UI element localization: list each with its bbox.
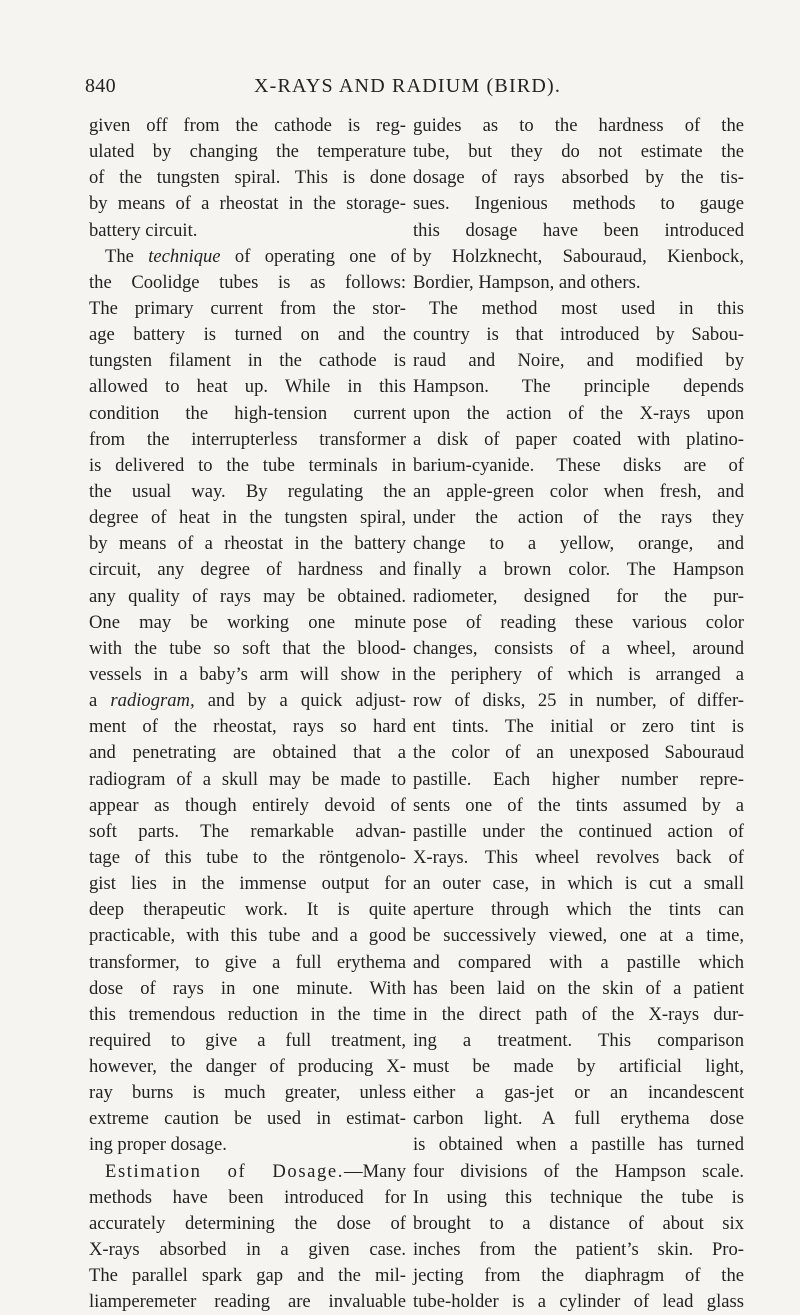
line-text: of the tungsten spiral. This is done <box>89 167 406 189</box>
line-text: is obtained when a pastille has turned <box>413 1134 744 1156</box>
text-line <box>89 610 406 636</box>
text-line <box>413 923 744 949</box>
line-text: change to a yellow, orange, and <box>413 533 744 555</box>
text-line <box>89 1080 406 1106</box>
line-text: an outer case, in which is cut a small <box>413 873 744 895</box>
line-text: deep therapeutic work. It is quite <box>89 899 406 921</box>
text-line <box>413 557 744 583</box>
line-text: a disk of paper coated with platino- <box>413 428 744 450</box>
text-line <box>413 793 744 819</box>
line-text: raud and Noire, and modified by <box>413 350 744 372</box>
text-line <box>89 923 406 949</box>
text-line <box>89 374 406 400</box>
text-line <box>413 897 744 923</box>
text-line <box>413 1289 744 1315</box>
line-text: Bordier, Hampson, and others. <box>413 271 641 293</box>
line-text: age battery is turned on and the <box>89 324 406 346</box>
line-text: radiometer, designed for the pur- <box>413 585 744 607</box>
line-text: by means of a rheostat in the storage- <box>89 193 406 215</box>
line-text: X-rays absorbed in a given case. <box>89 1239 406 1261</box>
text-line <box>413 1080 744 1106</box>
text-line <box>89 427 406 453</box>
line-text: from the interrupterless transformer <box>89 428 406 450</box>
text-line <box>413 819 744 845</box>
text-line <box>89 348 406 374</box>
line-text: ment of the rheostat, rays so hard <box>89 716 406 738</box>
text-line <box>413 296 744 322</box>
line-text: and by a quick adjust- <box>194 690 407 712</box>
italic-term: technique <box>148 245 221 267</box>
text-line <box>89 819 406 845</box>
line-text: The method most used in this <box>429 297 744 319</box>
line-text: tungsten filament in the cathode is <box>89 350 406 372</box>
line-text: degree of heat in the tungsten spiral, <box>89 507 406 529</box>
text-line <box>413 453 744 479</box>
line-text: X-rays. This wheel revolves back of <box>413 846 744 868</box>
line-text: upon the action of the X-rays upon <box>413 402 744 424</box>
text-line <box>89 401 406 427</box>
line-text: aperture through which the tints can <box>413 899 744 921</box>
line-text: One may be working one minute <box>89 611 406 633</box>
text-line <box>413 688 744 714</box>
page-number: 840 <box>85 75 116 97</box>
line-text: tage of this tube to the röntgenolo- <box>89 846 406 868</box>
text-line <box>413 662 744 688</box>
line-text: circuit, any degree of hardness and <box>89 559 406 581</box>
text-line <box>413 1028 744 1054</box>
line-text: allowed to heat up. While in this <box>89 376 406 398</box>
line-text: this tremendous reduction in the time <box>89 1003 406 1025</box>
line-text: sues. Ingenious methods to gauge <box>413 193 744 215</box>
line-text: with the tube so soft that the blood- <box>89 637 406 659</box>
line-text: soft parts. The remarkable advan- <box>89 820 406 842</box>
text-line <box>413 1263 744 1289</box>
text-line <box>413 845 744 871</box>
italic-term: radiogram, <box>110 690 195 712</box>
line-text: finally a brown color. The Hampson <box>413 559 744 581</box>
line-text: under the action of the rays they <box>413 507 744 529</box>
line-text: dosage of rays absorbed by the tis- <box>413 167 744 189</box>
left-column <box>89 113 406 1315</box>
text-line <box>413 270 744 296</box>
text-line <box>89 505 406 531</box>
text-line <box>413 767 744 793</box>
line-text: has been laid on the skin of a patient <box>413 977 744 999</box>
text-line <box>413 740 744 766</box>
text-line <box>89 662 406 688</box>
text-line <box>89 1002 406 1028</box>
text-line <box>413 244 744 270</box>
line-text: sents one of the tints assumed by a <box>413 794 744 816</box>
text-line <box>89 1185 406 1211</box>
text-line <box>413 1002 744 1028</box>
line-text: transformer, to give a full erythema <box>89 951 406 973</box>
text-line <box>413 1159 744 1185</box>
line-text: tube-holder is a cylinder of lead glass <box>413 1291 744 1313</box>
text-line <box>89 113 406 139</box>
text-line <box>89 1289 406 1315</box>
running-head: X-RAYS AND RADIUM (BIRD). <box>254 75 562 97</box>
line-text: in the direct path of the X-rays dur- <box>413 1003 744 1025</box>
line-text: the color of an unexposed Sabouraud <box>413 742 744 764</box>
line-text: the periphery of which is arranged a <box>413 663 744 685</box>
line-text: vessels in a baby’s arm will show in <box>89 663 406 685</box>
text-line <box>413 1237 744 1263</box>
line-text: any quality of rays may be obtained. <box>89 585 406 607</box>
text-line <box>89 165 406 191</box>
line-text: In using this technique the tube is <box>413 1186 744 1208</box>
line-text: accurately determining the dose of <box>89 1212 406 1234</box>
text-line <box>413 636 744 662</box>
text-line <box>413 218 744 244</box>
line-text: The parallel spark gap and the mil- <box>89 1265 406 1287</box>
line-text: gist lies in the immense output for <box>89 873 406 895</box>
line-text: a <box>89 690 111 712</box>
text-line <box>413 1185 744 1211</box>
line-text: ray burns is much greater, unless <box>89 1082 406 1104</box>
text-line <box>89 767 406 793</box>
line-text: ing proper dosage. <box>89 1134 227 1156</box>
line-text: —Many <box>344 1160 406 1182</box>
right-column <box>413 113 744 1315</box>
line-text: the usual way. By regulating the <box>89 480 406 502</box>
text-line <box>89 845 406 871</box>
text-line <box>89 322 406 348</box>
text-line <box>89 270 406 296</box>
line-text: by means of a rheostat in the battery <box>89 533 406 555</box>
line-text: however, the danger of producing X- <box>89 1056 406 1078</box>
text-line <box>89 897 406 923</box>
text-line <box>89 191 406 217</box>
text-line <box>89 1263 406 1289</box>
text-line <box>413 479 744 505</box>
text-line <box>89 1028 406 1054</box>
line-text: pastille. Each higher number repre- <box>413 768 744 790</box>
text-line <box>89 1159 406 1185</box>
text-line <box>413 374 744 400</box>
line-text: liamperemeter reading are invaluable <box>89 1291 406 1313</box>
text-line <box>413 1054 744 1080</box>
line-text: jecting from the diaphragm of the <box>413 1265 744 1287</box>
line-text: ent tints. The initial or zero tint is <box>413 716 744 738</box>
text-line <box>89 1237 406 1263</box>
text-line <box>89 139 406 165</box>
text-line <box>413 348 744 374</box>
text-line <box>413 427 744 453</box>
text-line <box>89 557 406 583</box>
line-text: guides as to the hardness of the <box>413 115 744 136</box>
line-text: dose of rays in one minute. With <box>89 977 406 999</box>
line-text: ulated by changing the temperature <box>89 141 406 163</box>
text-line <box>89 714 406 740</box>
line-text: row of disks, 25 in number, of differ- <box>413 690 744 712</box>
line-text: must be made by artificial light, <box>413 1056 744 1078</box>
text-line <box>413 610 744 636</box>
text-line <box>89 688 406 714</box>
line-text: carbon light. A full erythema dose <box>413 1108 744 1130</box>
line-text: is delivered to the tube terminals in <box>89 454 406 476</box>
text-line <box>413 322 744 348</box>
text-line <box>413 584 744 610</box>
line-text: changes, consists of a wheel, around <box>413 637 744 659</box>
text-line <box>89 244 406 270</box>
text-line <box>413 401 744 427</box>
line-text: brought to a distance of about six <box>413 1212 744 1234</box>
line-text: an apple-green color when fresh, and <box>413 480 744 502</box>
line-text: practicable, with this tube and a good <box>89 925 406 947</box>
text-line <box>413 191 744 217</box>
line-text: The primary current from the stor- <box>89 297 406 319</box>
text-line <box>89 531 406 557</box>
line-text: Hampson. The principle depends <box>413 376 744 398</box>
text-line <box>413 139 744 165</box>
line-text: pastille under the continued action of <box>413 820 744 842</box>
line-text: by Holzknecht, Sabouraud, Kienbock, <box>413 245 744 267</box>
text-line <box>413 976 744 1002</box>
line-text: country is that introduced by Sabou- <box>413 324 744 346</box>
text-line <box>89 1106 406 1132</box>
text-line <box>89 1211 406 1237</box>
line-text: methods have been introduced for <box>89 1186 406 1208</box>
text-line <box>89 1132 406 1158</box>
line-text: tube, but they do not estimate the <box>413 141 744 163</box>
text-line <box>413 1211 744 1237</box>
text-line <box>413 1106 744 1132</box>
text-line <box>89 453 406 479</box>
line-text: required to give a full treatment, <box>89 1029 406 1051</box>
text-line <box>89 584 406 610</box>
text-line <box>413 950 744 976</box>
section-heading: Estimation of Dosage. <box>105 1160 345 1182</box>
line-text: the Coolidge tubes is as follows: <box>89 271 406 293</box>
line-text: either a gas-jet or an incandescent <box>413 1082 744 1104</box>
line-text: appear as though entirely devoid of <box>89 794 406 816</box>
line-text: battery circuit. <box>89 219 198 241</box>
line-text: ing a treatment. This comparison <box>413 1029 744 1051</box>
text-line <box>413 165 744 191</box>
text-line <box>89 976 406 1002</box>
line-text: given off from the cathode is reg- <box>89 115 406 136</box>
text-line <box>89 479 406 505</box>
line-text: this dosage have been introduced <box>413 219 744 241</box>
line-text: The <box>105 245 149 267</box>
line-text: be successively viewed, one at a time, <box>413 925 744 947</box>
line-text: radiogram of a skull may be made to <box>89 768 406 790</box>
text-line <box>413 113 744 139</box>
line-text: pose of reading these various color <box>413 611 744 633</box>
text-line <box>89 950 406 976</box>
line-text: extreme caution be used in estimat- <box>89 1108 406 1130</box>
text-line <box>413 1132 744 1158</box>
line-text: barium-cyanide. These disks are of <box>413 454 744 476</box>
line-text: and penetrating are obtained that a <box>89 742 406 764</box>
text-line <box>89 218 406 244</box>
line-text: inches from the patient’s skin. Pro- <box>413 1239 744 1261</box>
text-line <box>413 531 744 557</box>
text-line <box>89 636 406 662</box>
text-line <box>89 740 406 766</box>
line-text: and compared with a pastille which <box>413 951 744 973</box>
line-text: four divisions of the Hampson scale. <box>413 1160 744 1182</box>
line-text: of operating one of <box>220 245 406 267</box>
text-line <box>89 793 406 819</box>
text-line <box>89 1054 406 1080</box>
text-line <box>89 871 406 897</box>
text-line <box>413 714 744 740</box>
line-text: condition the high-tension current <box>89 402 406 424</box>
text-line <box>89 296 406 322</box>
text-line <box>413 871 744 897</box>
text-line <box>413 505 744 531</box>
